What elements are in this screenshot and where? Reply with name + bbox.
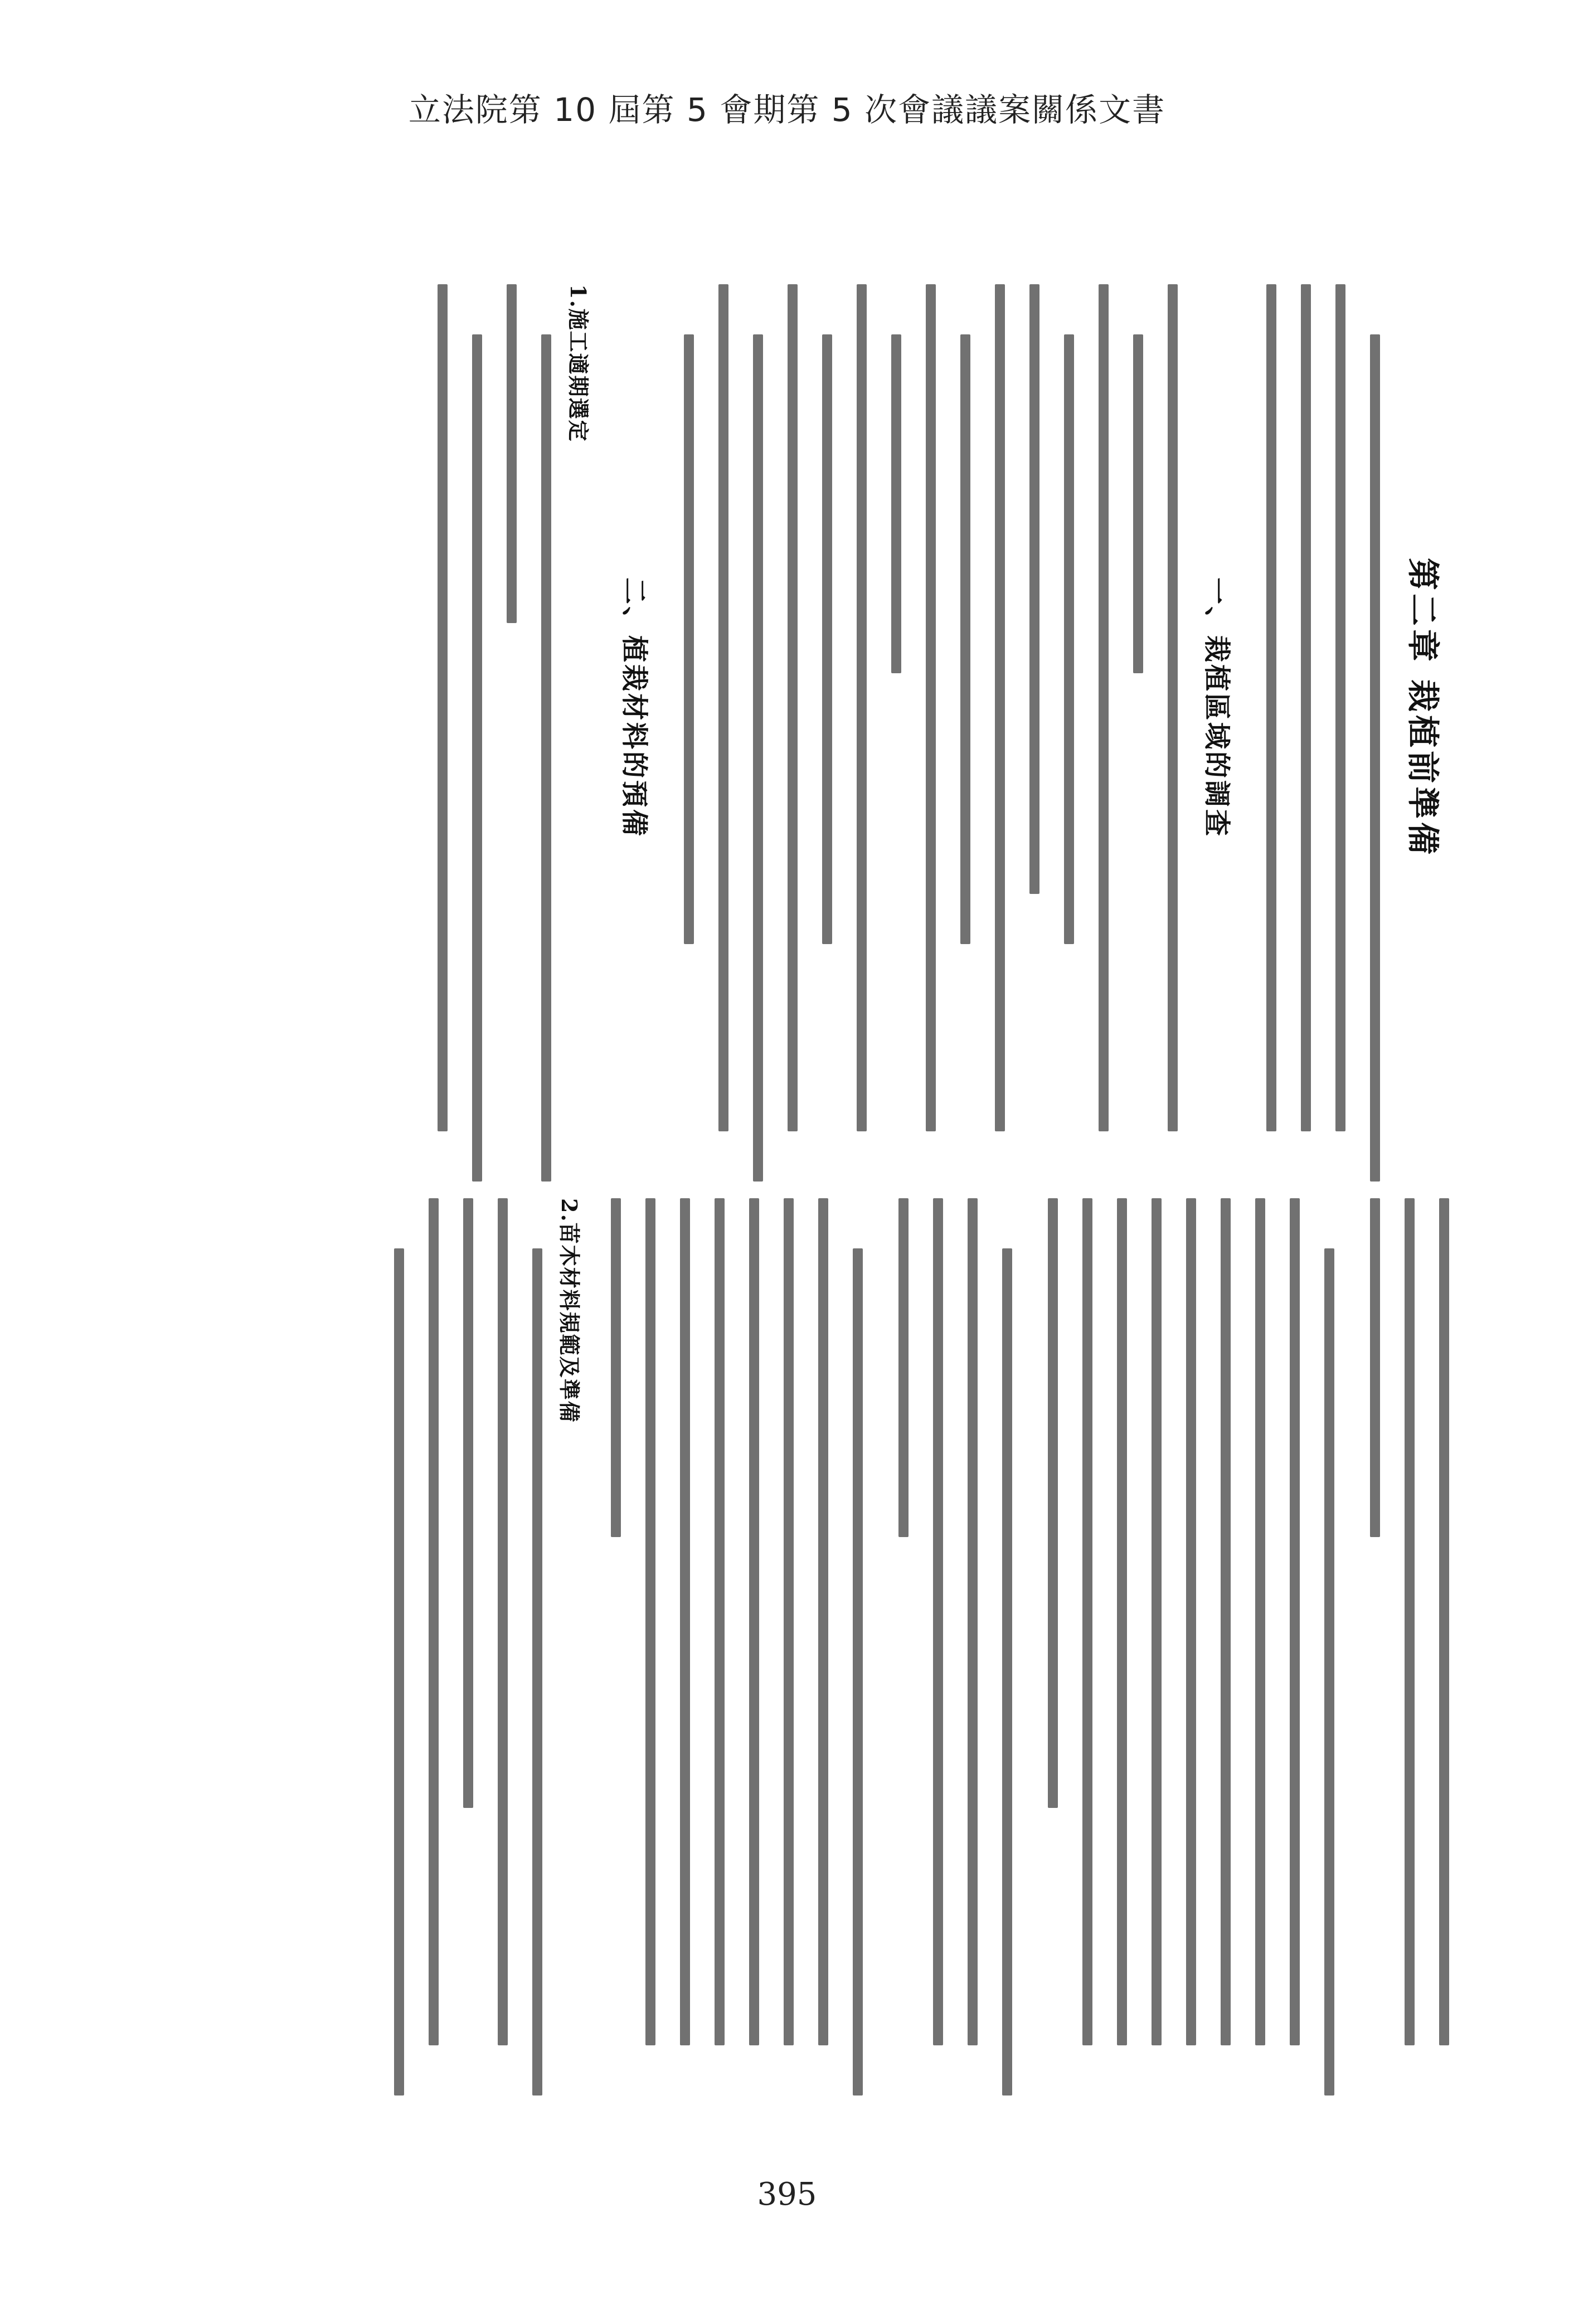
survey-list [684,284,1178,1131]
subsection-material-spec: 2.苗木材料規範及準備 [557,1198,582,1423]
subsection-construction-period: 1.施工適期選定 [566,284,591,443]
page-number: 395 [757,2176,817,2213]
material-spec-paragraph [394,1198,542,2045]
construction-period-paragraph [438,284,551,1131]
right-column [167,1198,1449,2045]
left-column [167,284,1449,1131]
planting-season-paragraph [611,1198,1449,2045]
rotated-content [167,284,1449,2068]
document-header: 立法院第 10 屆第 5 會期第 5 次會議議案關係文書 [408,91,1166,129]
section-title-materials: 二、植栽材料的預備 [619,577,650,838]
section-title-survey: 一、栽植區域的調查 [1201,577,1232,838]
chapter-title: 第二章 栽植前準備 [1404,557,1442,858]
intro-paragraph [1266,284,1380,1131]
